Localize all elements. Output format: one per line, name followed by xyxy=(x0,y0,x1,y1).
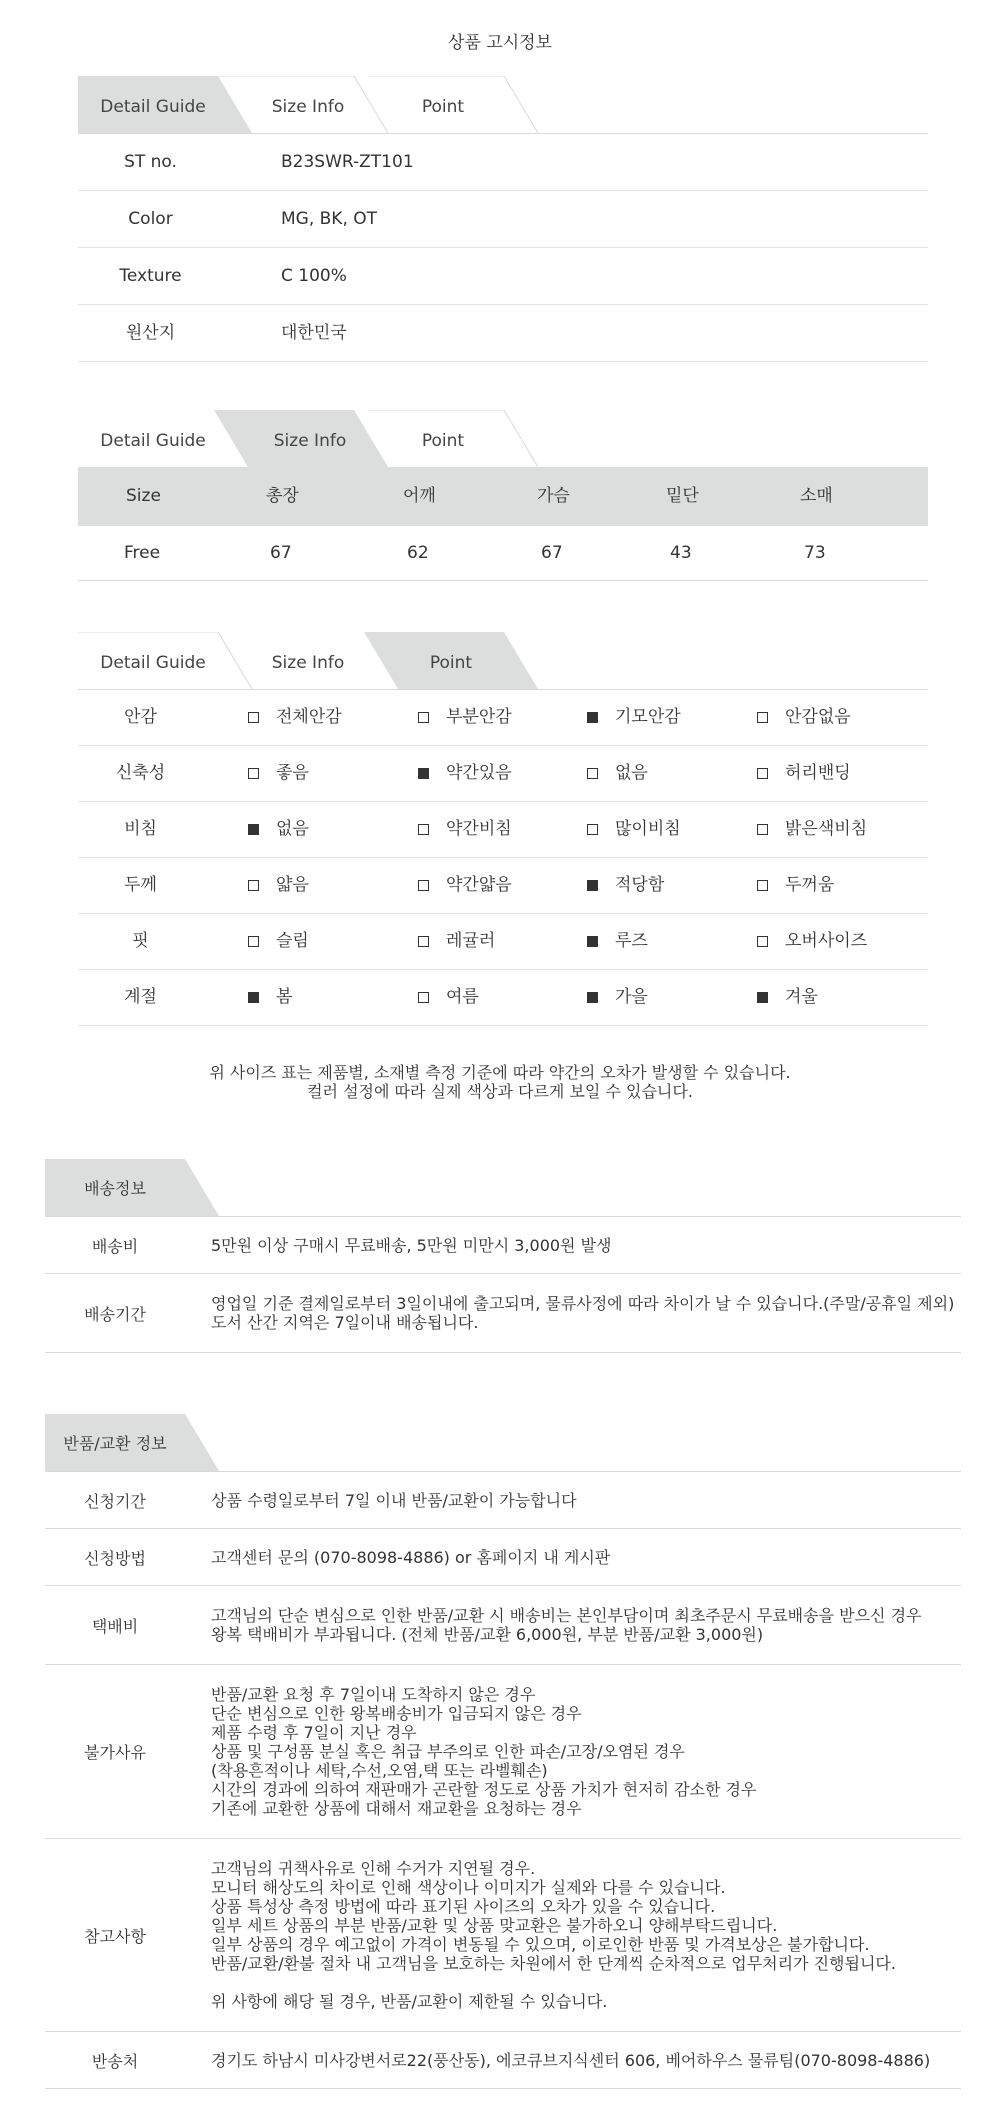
returns-section xyxy=(45,1414,961,2089)
checkbox-icon xyxy=(418,936,429,947)
value-line: 위 사항에 해당 될 경우, 반품/교환이 제한될 수 있습니다. xyxy=(211,1992,608,2011)
checkbox-icon xyxy=(248,768,259,779)
detail-key: Texture xyxy=(119,266,182,286)
point-option-label: 겨울 xyxy=(785,987,818,1007)
returns-value xyxy=(211,1839,961,2031)
tab-size-info[interactable] xyxy=(214,410,388,467)
tab-label: Size Info xyxy=(271,97,345,117)
returns-row xyxy=(45,2032,961,2089)
size-header-cell: 총장 xyxy=(266,486,299,506)
value-line: 상품 및 구성품 분실 혹은 취급 부주의로 인한 파손/고장/오염된 경우 xyxy=(211,1742,685,1761)
returns-value xyxy=(211,1529,961,1585)
returns-row xyxy=(45,1586,961,1665)
point-option-label: 약간있음 xyxy=(446,763,512,783)
point-option-label: 적당함 xyxy=(615,875,665,895)
size-header-row xyxy=(78,467,928,526)
size-header-cell: 가슴 xyxy=(537,486,570,506)
checkbox-icon xyxy=(757,712,768,723)
checkbox-icon xyxy=(587,824,598,835)
returns-key: 참고사항 xyxy=(84,1926,146,1946)
point-option-label: 두꺼움 xyxy=(785,875,835,895)
tab-point[interactable] xyxy=(364,632,538,689)
value-line: 고객님의 단순 변심으로 인한 반품/교환 시 배송비는 본인부담이며 최초주문시 무료배송을 받으신 경우 xyxy=(211,1606,922,1625)
point-row xyxy=(78,746,928,802)
point-option-label: 전체안감 xyxy=(276,707,342,727)
returns-row xyxy=(45,1472,961,1529)
value-line: (착용흔적이나 세탁,수선,오염,택 또는 라벨훼손) xyxy=(211,1761,548,1780)
size-value-cell: 62 xyxy=(407,543,429,563)
tab-label: Detail Guide xyxy=(100,431,206,451)
size-notice xyxy=(0,1063,1000,1101)
tab-point[interactable] xyxy=(368,76,538,133)
value-line: 반품/교환 요청 후 7일이내 도착하지 않은 경우 xyxy=(211,1685,536,1704)
point-option-label: 기모안감 xyxy=(615,707,681,727)
value-line: 반품/교환/환불 절차 내 고객님을 보호하는 차원에서 한 단계씩 순차적으로 업무처리가 진행됩니다. xyxy=(211,1954,896,1973)
point-option-label: 얇음 xyxy=(276,875,309,895)
checkbox-icon xyxy=(418,992,429,1003)
returns-header xyxy=(45,1414,961,1472)
tab-point[interactable] xyxy=(368,410,538,467)
point-option-label: 루즈 xyxy=(615,931,648,951)
shipping-key: 배송비 xyxy=(91,1236,139,1256)
size-value-cell: 67 xyxy=(541,543,563,563)
tabbar-size xyxy=(78,410,928,467)
returns-row xyxy=(45,1839,961,2032)
size-table xyxy=(78,467,928,581)
tab-label: Point xyxy=(421,97,465,117)
size-header-cell: 어깨 xyxy=(403,486,436,506)
shipping-row xyxy=(45,1217,961,1274)
point-row xyxy=(78,914,928,970)
shipping-title: 배송정보 xyxy=(84,1179,146,1198)
point-row xyxy=(78,802,928,858)
tab-size-info[interactable] xyxy=(218,76,388,133)
detail-row xyxy=(78,305,928,362)
detail-value: MG, BK, OT xyxy=(281,209,378,229)
returns-value xyxy=(211,2032,961,2088)
point-option-label: 허리밴딩 xyxy=(785,763,851,783)
checkbox-icon xyxy=(587,768,598,779)
checkbox-icon xyxy=(418,768,429,779)
size-value-cell: 73 xyxy=(804,543,826,563)
point-row xyxy=(78,970,928,1026)
value-line: 경기도 하남시 미사강변서로22(풍산동), 에코큐브지식센터 606, 베어하우스 물류팀(070-8098-4886) xyxy=(211,2050,931,2070)
checkbox-icon xyxy=(757,880,768,891)
point-row xyxy=(78,858,928,914)
checkbox-icon xyxy=(587,880,598,891)
value-line: 고객센터 문의 (070-8098-4886) or 홈페이지 내 게시판 xyxy=(211,1547,611,1567)
value-line: 5만원 이상 구매시 무료배송, 5만원 미만시 3,000원 발생 xyxy=(211,1235,612,1255)
value-line: 상품 수령일로부터 7일 이내 반품/교환이 가능합니다 xyxy=(211,1490,577,1510)
notice-line: 위 사이즈 표는 제품별, 소재별 측정 기준에 따라 약간의 오차가 발생할 수 있습니다. xyxy=(209,1063,791,1082)
detail-key: 원산지 xyxy=(125,323,176,343)
value-line: 일부 상품의 경우 예고없이 가격이 변동될 수 있으며, 이로인한 반품 및 가격보상은 불가합니다. xyxy=(211,1935,870,1954)
returns-value xyxy=(211,1586,961,1664)
notice-line: 컬러 설정에 따라 실제 색상과 다르게 보일 수 있습니다. xyxy=(307,1082,693,1101)
checkbox-icon xyxy=(757,992,768,1003)
point-option-label: 부분안감 xyxy=(446,707,512,727)
size-header-cell: 밑단 xyxy=(666,486,699,506)
detail-key: ST no. xyxy=(124,152,177,172)
size-value-cell: Free xyxy=(124,543,161,563)
point-key: 계절 xyxy=(124,987,157,1007)
page-title: 상품 고시정보 xyxy=(448,33,552,53)
size-header-cell: 소매 xyxy=(800,486,833,506)
point-row xyxy=(78,690,928,746)
value-line xyxy=(211,1973,961,1992)
tab-label: Point xyxy=(421,431,465,451)
point-option-label: 많이비침 xyxy=(615,819,681,839)
detail-table xyxy=(78,134,928,362)
returns-value xyxy=(211,1665,961,1838)
point-key: 핏 xyxy=(132,931,149,951)
value-line: 영업일 기준 결제일로부터 3일이내에 출고되며, 물류사정에 따라 차이가 날 수 있습니다.(주말/공휴일 제외) xyxy=(211,1294,955,1313)
detail-row xyxy=(78,248,928,305)
detail-value: B23SWR-ZT101 xyxy=(281,152,414,172)
shipping-value xyxy=(211,1274,961,1352)
detail-row xyxy=(78,191,928,248)
checkbox-icon xyxy=(418,712,429,723)
size-data-row xyxy=(78,526,928,581)
returns-row xyxy=(45,1665,961,1839)
point-key: 비침 xyxy=(124,819,157,839)
point-table xyxy=(78,690,928,1026)
shipping-key: 배송기간 xyxy=(84,1304,146,1324)
checkbox-icon xyxy=(418,880,429,891)
tab-label: Detail Guide xyxy=(100,97,206,117)
point-key: 안감 xyxy=(124,707,157,727)
point-option-label: 없음 xyxy=(615,763,648,783)
checkbox-icon xyxy=(248,824,259,835)
value-line: 일부 세트 상품의 부분 반품/교환 및 상품 맞교환은 불가하오니 양해부탁드립니다. xyxy=(211,1916,778,1935)
point-option-label: 없음 xyxy=(276,819,309,839)
shipping-section xyxy=(45,1159,961,1353)
checkbox-icon xyxy=(757,936,768,947)
point-option-label: 밝은색비침 xyxy=(785,819,868,839)
checkbox-icon xyxy=(587,992,598,1003)
detail-key: Color xyxy=(128,209,173,229)
point-key: 신축성 xyxy=(115,763,166,783)
returns-key: 반송처 xyxy=(91,2051,139,2071)
point-option-label: 약간비침 xyxy=(446,819,512,839)
value-line: 시간의 경과에 의하여 재판매가 곤란할 정도로 상품 가치가 현저히 감소한 경우 xyxy=(211,1780,757,1799)
point-option-label: 여름 xyxy=(446,987,479,1007)
tab-label: Point xyxy=(429,653,473,673)
checkbox-icon xyxy=(757,824,768,835)
point-option-label: 좋음 xyxy=(276,763,309,783)
detail-row xyxy=(78,134,928,191)
point-option-label: 레귤러 xyxy=(446,931,496,951)
size-value-cell: 67 xyxy=(270,543,292,563)
point-option-label: 약간얇음 xyxy=(446,875,512,895)
detail-value: 대한민국 xyxy=(281,323,347,343)
point-option-label: 슬림 xyxy=(276,931,309,951)
value-line: 단순 변심으로 인한 왕복배송비가 입금되지 않은 경우 xyxy=(211,1704,582,1723)
shipping-header xyxy=(45,1159,961,1217)
checkbox-icon xyxy=(248,936,259,947)
point-key: 두께 xyxy=(124,875,157,895)
returns-title: 반품/교환 정보 xyxy=(63,1434,167,1453)
tabbar-point xyxy=(78,632,928,690)
tab-label: Size Info xyxy=(271,653,345,673)
checkbox-icon xyxy=(757,768,768,779)
point-option-label: 가을 xyxy=(615,987,648,1007)
tab-label: Detail Guide xyxy=(100,653,206,673)
returns-key: 불가사유 xyxy=(84,1743,146,1762)
value-line: 제품 수령 후 7일이 지난 경우 xyxy=(211,1723,417,1742)
checkbox-icon xyxy=(587,712,598,723)
returns-value xyxy=(211,1472,961,1528)
value-line: 상품 특성상 측정 방법에 따라 표기된 사이즈의 오차가 있을 수 있습니다. xyxy=(211,1897,716,1916)
returns-row xyxy=(45,1529,961,1586)
checkbox-icon xyxy=(248,992,259,1003)
checkbox-icon xyxy=(587,936,598,947)
returns-key: 택배비 xyxy=(91,1616,139,1636)
value-line: 왕복 택배비가 부과됩니다. (전체 반품/교환 6,000원, 부분 반품/교환 3,000원) xyxy=(211,1625,764,1644)
point-option-label: 봄 xyxy=(276,987,293,1007)
returns-key: 신청방법 xyxy=(84,1548,146,1568)
tab-size-info[interactable] xyxy=(218,632,388,689)
size-header-cell: Size xyxy=(126,486,161,506)
detail-value: C 100% xyxy=(281,266,347,286)
size-value-cell: 43 xyxy=(670,543,692,563)
checkbox-icon xyxy=(418,824,429,835)
point-option-label: 안감없음 xyxy=(785,707,851,727)
checkbox-icon xyxy=(248,880,259,891)
value-line: 모니터 해상도의 차이로 인해 색상이나 이미지가 실제와 다를 수 있습니다. xyxy=(211,1878,726,1897)
shipping-row xyxy=(45,1274,961,1353)
returns-key: 신청기간 xyxy=(84,1491,146,1511)
value-line: 기존에 교환한 상품에 대해서 재교환을 요청하는 경우 xyxy=(211,1799,582,1818)
tab-label: Size Info xyxy=(273,431,347,451)
checkbox-icon xyxy=(248,712,259,723)
value-line: 도서 산간 지역은 7일이내 배송됩니다. xyxy=(211,1313,479,1332)
value-line: 고객님의 귀책사유로 인해 수거가 지연될 경우. xyxy=(211,1859,536,1878)
shipping-value xyxy=(211,1217,961,1273)
point-option-label: 오버사이즈 xyxy=(785,931,868,951)
tabbar-detail xyxy=(78,76,928,134)
